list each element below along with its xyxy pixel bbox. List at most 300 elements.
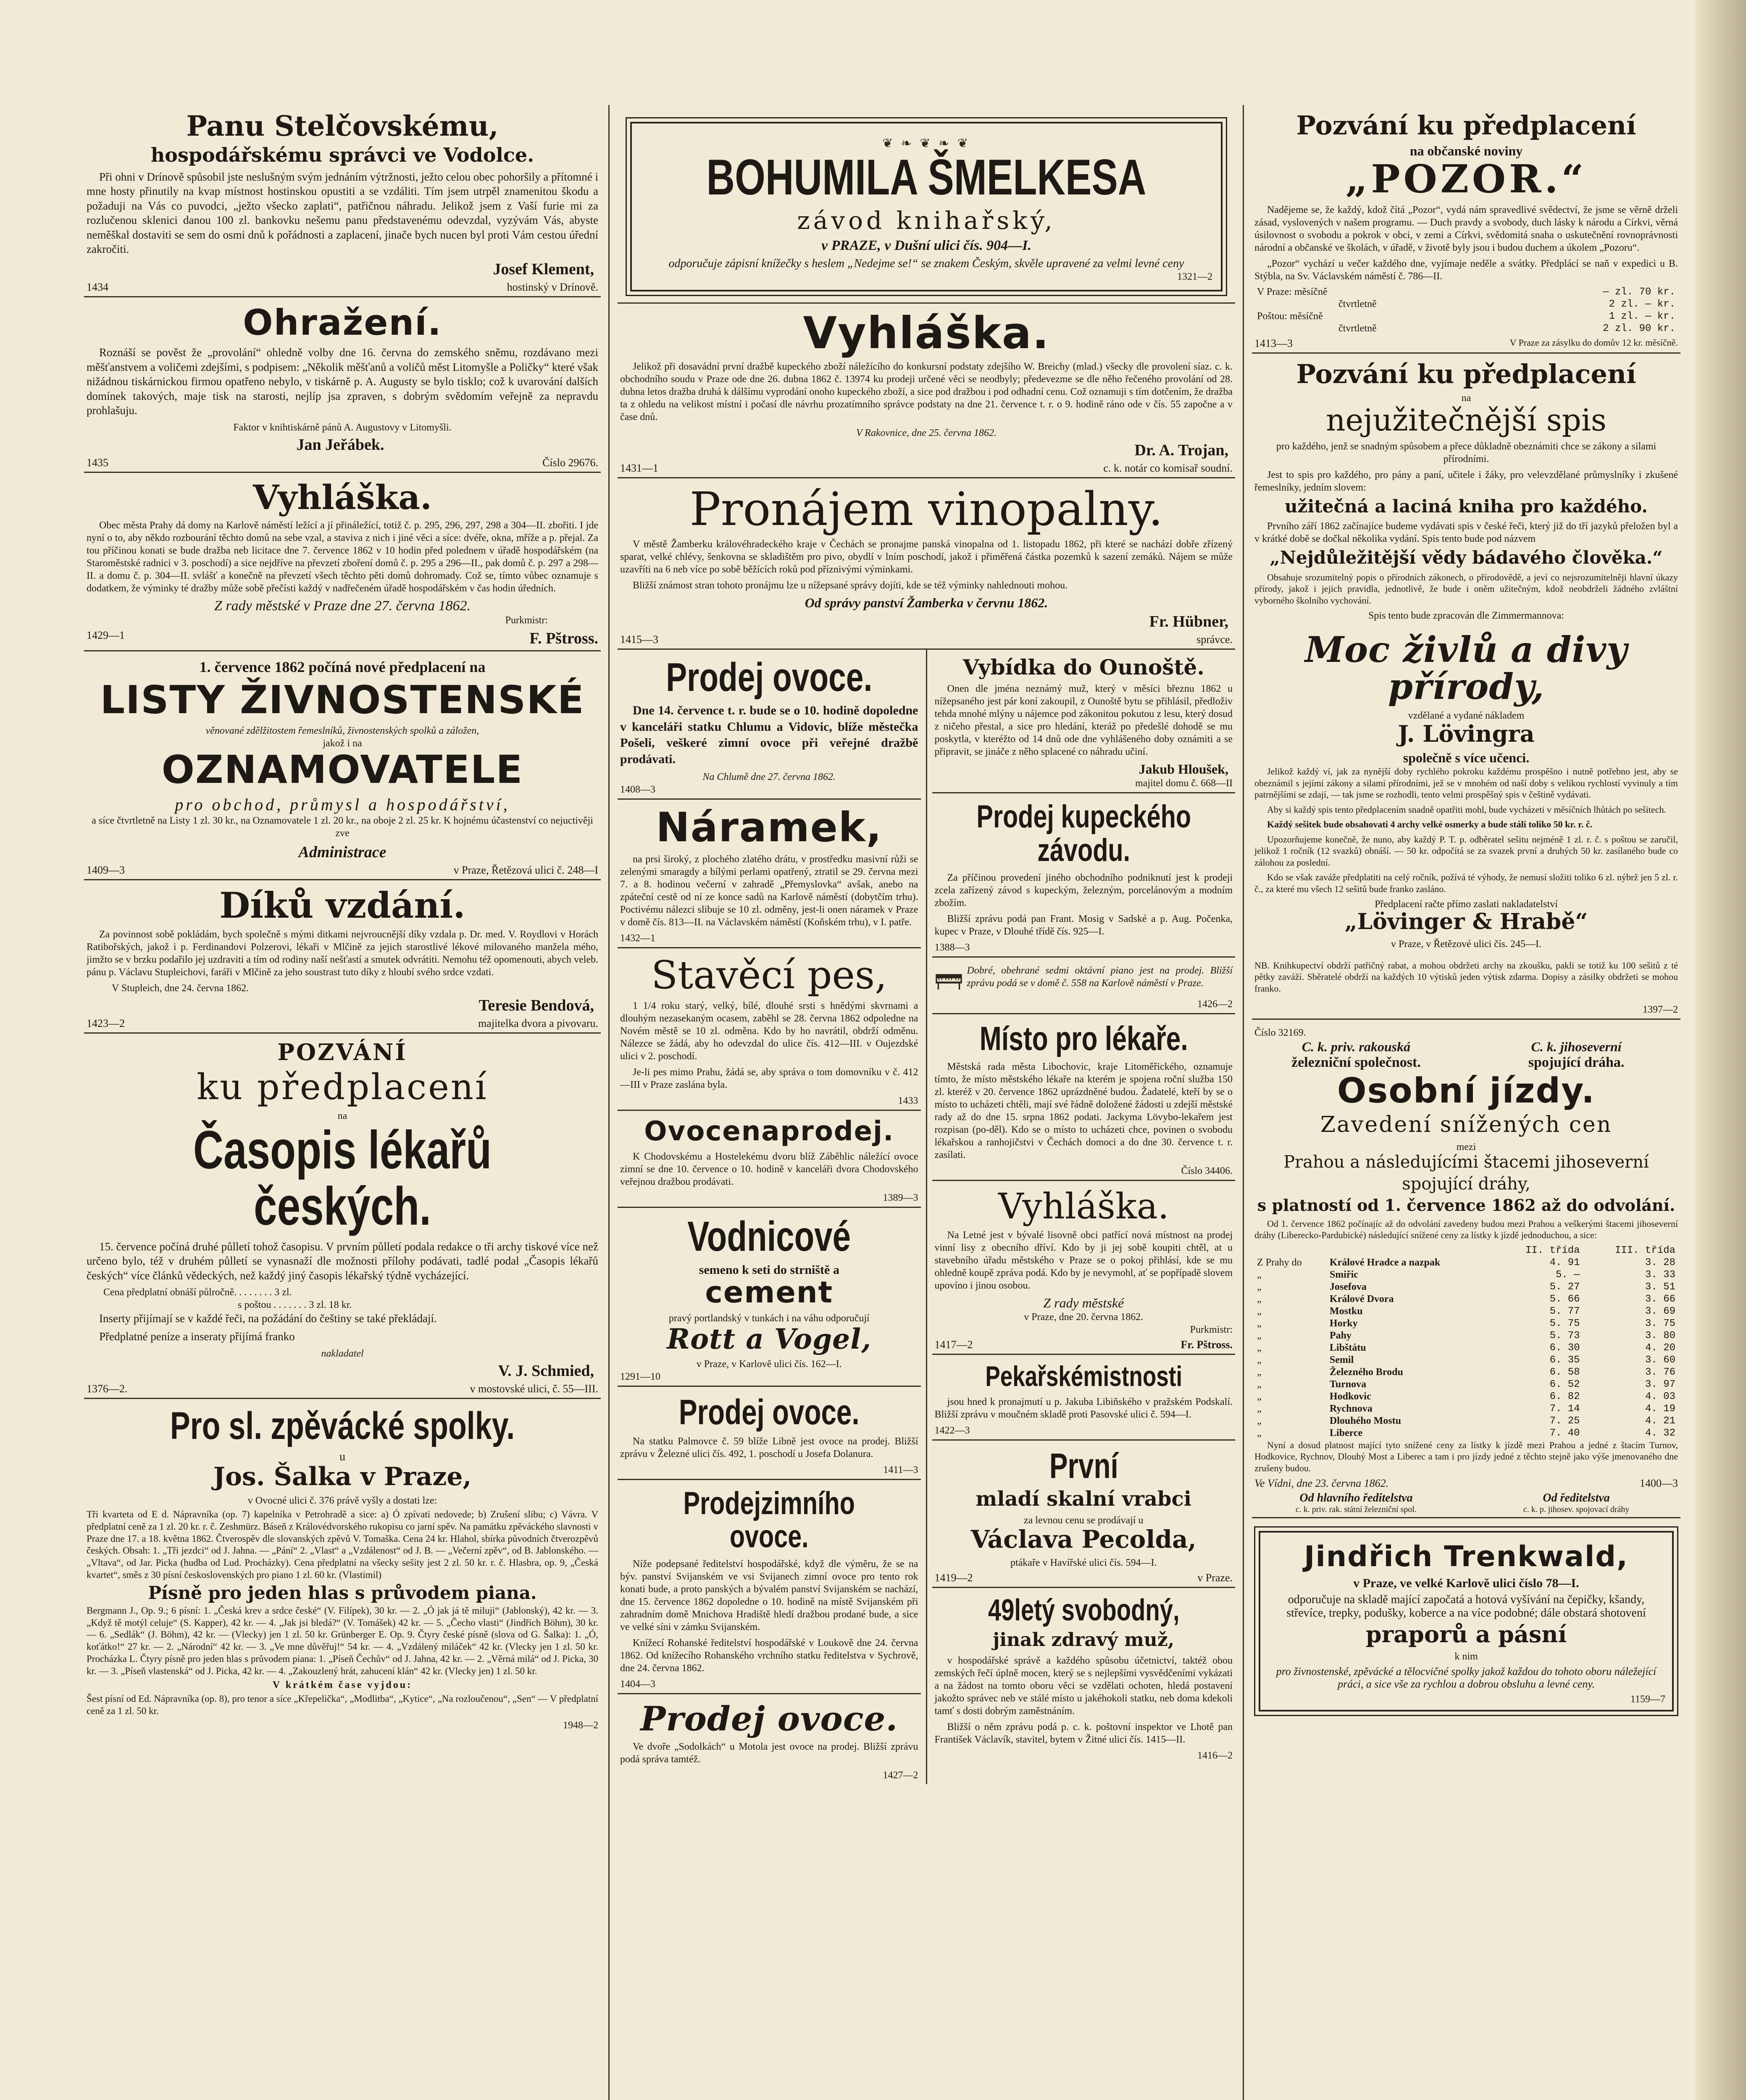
ad-number: 1400—3 bbox=[1640, 1477, 1678, 1490]
ad-text: 15. července počíná druhé půlletí tohož časopisu. V prvním půlletí podala redakce o tři archy tiskové více než určeno bylo, též v druhém půlletí se vynasnaží dle možnosti přílohy podávati, tadlé podal „Časopis lékařů českých“ více článků vědeckých, než každý jiný časopis lékařský týdně vycházející. bbox=[87, 1240, 598, 1282]
ad-place: Z rady městské v Praze dne 27. června 1862. bbox=[214, 598, 471, 614]
subcolumn-left bbox=[618, 650, 921, 1785]
price-value: 2 zl. — kr. bbox=[1609, 298, 1675, 310]
sig-left-2: c. k. priv. rak. státní železniční spol. bbox=[1295, 1505, 1417, 1515]
ad-addr: v PRAZE, v Dušní ulici čís. 904—I. bbox=[821, 237, 1031, 253]
ad-place: Ve Vídni, dne 23. června 1862. bbox=[1254, 1477, 1389, 1490]
ad-title: Vyhláška. bbox=[803, 307, 1050, 359]
ad-addr: v Praze, v Karlově ulici čís. 162—I. bbox=[696, 1359, 842, 1370]
ad-number: 1948—2 bbox=[563, 1719, 598, 1731]
ad-text: Za příčinou provedení jiného obchodního podniknutí jest k prodeji zcela zařízený závod s kupeckým, železným, porcelánovým a modním zbožím. bbox=[934, 872, 1233, 908]
ad-signer: Fr. Pštross. bbox=[1181, 1338, 1233, 1351]
ad-tag: užitečná a laciná kniha pro každého. bbox=[1284, 496, 1648, 517]
ad-sub-2: Prahou a následujícími štacemi jihoseverní bbox=[1283, 1152, 1649, 1172]
ad-name: Jos. Šalka v Praze, bbox=[213, 1462, 472, 1492]
ad-title: Stavěcí pes, bbox=[651, 952, 887, 998]
ad-number: 1413—3 bbox=[1254, 337, 1293, 349]
newspaper-page bbox=[84, 105, 1680, 2100]
ad-place: Na Chlumě dne 27. června 1862. bbox=[702, 771, 836, 782]
ad-prodej-ovoce-3 bbox=[618, 1694, 921, 1784]
ad-line2: semeno k seti do strniště a bbox=[699, 1263, 839, 1277]
fare-to: Smiřic bbox=[1329, 1269, 1358, 1280]
ad-frame bbox=[1259, 1531, 1674, 1712]
fare-header bbox=[1254, 1244, 1678, 1257]
ad-desc: věnované zdělžitostem řemeslníků, živnostenských spolků a záložen, bbox=[205, 725, 479, 737]
fare-row bbox=[1254, 1330, 1678, 1342]
fare-from: „ bbox=[1257, 1305, 1262, 1317]
fare-row bbox=[1254, 1281, 1678, 1293]
price-table bbox=[1254, 286, 1678, 335]
fare-to: Libštátu bbox=[1329, 1342, 1366, 1353]
ad-text: odporučuje na skladě mající započatá a hotová vyšívání na čepičky, kšandy, střevíce, trepky, podušky, koberce a na více podobné; dále obstará shotovení bbox=[1286, 1593, 1646, 1620]
fare-row bbox=[1254, 1293, 1678, 1305]
ad-purk: Purkmistr: bbox=[505, 614, 548, 626]
ad-text: Tři kvarteta od E d. Nápravníka (op. 7) kapelníka v Petrohradě a sice: a) Ó zpívati nedovede; b) Zrušení slibu; c) Vávra. V předplatní ceně za 1 zl. 20 kr. r. č. Zeshmürz. Báseň z Královédvorského rukopisu co jarní spěv. Na památku zpěváckého slavnosti v Praze dne 17. a 18. května 1862. Čtverospěv dle slovanských zpěvů V. Tomaška. Cena 24 kr. Hlahol, sbírka původních čtverozpěvů českých. Obsah: 1. „Tři jezdci“ od J. Jahna. — „Pání“ 2. „Vlast“ a „Vzdálenost“ od J. B. — „Večerní zpěv“, od B. Jablonského. — „Vltava“, od Jar. Picka (hudba od Lud. Procházky). Cena předplatní na všecky sešity jest 2 zl. 50 kr. r. č. Hlasbra, op. 9, „Česká kvartet“, směs z 30 písní československých pro piano 1 zl. 60 kr. (Vlastimil) bbox=[87, 1509, 598, 1580]
ad-addr: v Praze, Řetězová ulici č. 248—I bbox=[453, 864, 598, 876]
ad-title: První bbox=[1049, 1446, 1118, 1486]
sig-right: Od ředitelstva bbox=[1543, 1491, 1610, 1505]
ad-prodej-ovoce bbox=[618, 650, 921, 800]
ad-firm-2: „Lövinger & Hrabě“ bbox=[1344, 909, 1588, 935]
ad-name-2: „Nejdůležitější vědy bádavého člověka.“ bbox=[1270, 547, 1663, 568]
fare-from: „ bbox=[1257, 1318, 1262, 1329]
ad-text: Od 1. července 1862 počínajíc až do odvolání zavedeny budou mezi Prahou a veškerými štacemi jihoseverní dráhy (Liberecko-Pardubické) následující snížené ceny za lístky k jízdě jednoduchou, a sice: bbox=[1254, 1218, 1678, 1241]
fare-to: Králové Dvora bbox=[1329, 1293, 1394, 1305]
ad-number: 1419—2 bbox=[934, 1571, 973, 1584]
ad-subtitle: hospodářskému správci ve Vodolce. bbox=[150, 144, 534, 167]
ad-role: c. k. notár co komisař soudní. bbox=[1103, 462, 1233, 475]
column-rule bbox=[1243, 105, 1244, 2100]
ad-number: 1431—1 bbox=[620, 462, 658, 475]
ad-place: V Stupleich, dne 24. června 1862. bbox=[112, 983, 249, 994]
ad-na: na bbox=[337, 1110, 347, 1122]
ad-vyhlaska-prague bbox=[84, 473, 601, 651]
fare-from: „ bbox=[1257, 1427, 1262, 1438]
ad-text: Městská rada města Libochovic, kraje Litoměřického, oznamuje tímto, že místo městského lékaře na kterém je spojena roční služba 150 zl. kteréž v 20. července 1862 uprázdněné budou. Žadatelé, kteří by se o místo to ucházeti chtěli, mají své řádně doložené žádosti u zdejší městské rady až do dne 15. srpna 1862 podati. Jackyma Lövybo-lekařem jest rozpisan (po-děl). Kdo se o místo to ucházeti chce, povinen o svobodu lékařskou a ranhojičstvi v Čechách domoci a do dne 30. července t. r. zasílati. bbox=[934, 1061, 1233, 1160]
ad-text: Ve dvoře „Sodolkách“ u Motola jest ovoce na prodej. Bližší zprávu podá správa tamtéž. bbox=[620, 1741, 918, 1765]
ad-title: Ohražení. bbox=[243, 302, 442, 343]
fare-row bbox=[1254, 1318, 1678, 1330]
ad-cislo: Číslo 32169. bbox=[1254, 1027, 1306, 1039]
column-middle bbox=[618, 105, 1235, 2100]
ad-k: k nim bbox=[1454, 1651, 1478, 1662]
ad-number: 1427—2 bbox=[883, 1770, 918, 1781]
ad-text: a síce čtvrtletně na Listy 1 zl. 30 kr., na Oznamovatele 1 zl. 20 kr., na oboje 2 zl. 25 kr. K hojnému účastenství co nejuctivěji zve bbox=[92, 815, 593, 839]
fare-from: Z Prahy do bbox=[1257, 1257, 1302, 1268]
fare-row bbox=[1254, 1269, 1678, 1281]
price-label: Poštou: měsíčně bbox=[1257, 310, 1323, 322]
ad-title: Pozvání ku předplacení bbox=[1296, 110, 1636, 141]
ad-title-2: OZNAMOVATELE bbox=[161, 747, 523, 793]
fare-class-3: 3. 66 bbox=[1645, 1293, 1675, 1305]
ad-addr: v Praze, v Řetězové ulici čís. 245—I. bbox=[1391, 938, 1541, 950]
subcolumn-right bbox=[932, 650, 1236, 1785]
ad-name: BOHUMILA ŠMELKESA bbox=[706, 149, 1146, 205]
ad-signer: Fr. Hübner, bbox=[1149, 612, 1228, 630]
fare-to: Králové Hradce a nazpak bbox=[1329, 1257, 1441, 1268]
ad-sub: vzdělané a vydané nákladem bbox=[1408, 710, 1525, 722]
ad-trenkwald bbox=[1252, 1518, 1680, 1718]
ad-text-2: pro živnostenské, zpěvácké a tělocvičné spolky jakož každou do tohoto oboru náležející práci, a sice vše za rychlou a dobrou obsluhu a levné ceny. bbox=[1276, 1665, 1657, 1690]
ad-line2: závod knihařský, bbox=[797, 206, 1056, 235]
ad-smelkes bbox=[618, 105, 1235, 304]
ad-place: v Praze. bbox=[1197, 1571, 1233, 1584]
fare-class-2: 5. 73 bbox=[1549, 1330, 1580, 1341]
ad-pekarske bbox=[932, 1355, 1236, 1441]
ad-text-3: Šest písní od Ed. Nápravníka (op. 8), pro tenor a síce „Křepelička“, „Modlitba“, „Kytice“, „Na rozloučenou“, „Sen“ — V předplatní ceně za 1 zl. 50 kr. bbox=[87, 1693, 598, 1716]
ad-addr: v Ovocné ulici č. 376 právě vyšly a dostati lze: bbox=[247, 1495, 437, 1507]
fare-row bbox=[1254, 1305, 1678, 1318]
price-value: 1 zl. — kr. bbox=[1609, 310, 1675, 322]
ad-nakl: nakladatel bbox=[321, 1348, 364, 1359]
ad-name: Jindřich Trenkwald, bbox=[1304, 1540, 1628, 1574]
ad-title: Pekařskémistnosti bbox=[985, 1360, 1182, 1392]
fare-row bbox=[1254, 1403, 1678, 1415]
column-left bbox=[84, 105, 601, 2100]
sig-right-2: c. k. p. jihosev. spojovací dráhy bbox=[1523, 1505, 1630, 1515]
fare-to: Josefova bbox=[1329, 1281, 1367, 1292]
ad-text-2: „Pozor“ vychází u večer každého dne, vyjímaje neděle a svátky. Předplácí se naň v expedici u B. Stýbla, na Sv. Václavském náměstí č. 786—II. bbox=[1254, 258, 1678, 282]
ad-text: odporučuje zápisní knížečky s heslem „Nedejme se!“ se znakem Českým, skvěle upravené za velmi levné ceny bbox=[668, 257, 1184, 270]
ad-text: Obec města Prahy dá domy na Karlově náměstí ležící a jí přináležící, totiž č. p. 295, 296, 297, 298 a 304—II. zbořiti. I jde nyní o to, aby někdo rozbourání těchto domů na sebe vzal, a staviva z nich i jiné věci a síce: dvéře, okna, mříže a p. přejal. Za tou příčinou konati se bude dražba neb licitace dne 7. července 1862 v 10 hodin před polednem v úřadě hospodářském (na Staroměstské radnici v 3. poschodí) a sice nejdříve na převzetí zboření domů č. p. 295 a 296—II., pak domů č. p. 297 a 298—II. a domu č. p. 304—II. svlášť a konečně na převzetí všech těchto pěti domů dohromady. Což se, tímto vůbec oznamuje s dodatkem, že výminky té dražby může sobě přečísti každý v nadřečeném úřadě hospodářském v čas hodin úředních. bbox=[87, 520, 598, 594]
ad-text: 1 1/4 roku starý, velký, bílé, dlouhé srsti s hnědými skvrnami a dlouhým nezasekaným ocasem, zaběhl se 28. června 1862 odpoledne na Novém městě se 10 zl. odměna. Kdo by ho navrátil, obdrží odměnu. Nálezce se žádá, aby ho odevzdal do ulice čís. 412—III. v Oujezdské ulici v 2. poschodí. bbox=[620, 1000, 918, 1062]
ad-text-2: Bližší o něm zprávu podá p. c. k. poštovní inspektor ve Lhotě pan František Václavík, stavitel, bytem v Žitné ulici čís. 1415—II. bbox=[934, 1721, 1233, 1745]
ad-title: Prodejzimního ovoce. bbox=[683, 1485, 855, 1555]
ad-title: LISTY ŽIVNOSTENSKÉ bbox=[100, 677, 585, 722]
ad-vrabci bbox=[932, 1441, 1236, 1588]
ad-sub: na občanské noviny bbox=[1409, 143, 1523, 159]
ad-prodej-ovoce-2 bbox=[618, 1387, 921, 1480]
ad-text: Dne 14. července t. r. bude se o 10. hodině dopoledne v kanceláři statku Chlumu a Vidovic, blíže městečka Pošeli, veškeré zimní ovoce při veřejné dražbě prodávati. bbox=[620, 704, 918, 766]
fare-class-3: 4. 32 bbox=[1645, 1427, 1675, 1439]
ad-price-2: s poštou . . . . . . . 3 zl. 18 kr. bbox=[238, 1299, 352, 1311]
ad-text-3: Každý sešitek bude obsahovati 4 archy velké osmerky a bude stáli toliko 50 kr. r. č. bbox=[1267, 819, 1593, 830]
ad-text: za levnou cenu se prodávají u bbox=[1023, 1515, 1144, 1526]
ad-naramek bbox=[618, 800, 921, 948]
fare-from: „ bbox=[1257, 1378, 1262, 1390]
fare-class-2: 5. 27 bbox=[1549, 1281, 1580, 1293]
ad-text: pravý portlandský v tunkách i na váhu odporučují bbox=[668, 1313, 870, 1324]
ad-number: 1426—2 bbox=[1197, 998, 1233, 1010]
ad-desc-2: pro obchod, průmysl a hospodářství, bbox=[175, 795, 510, 814]
price-label: V Praze: měsíčně bbox=[1257, 286, 1328, 297]
ad-firm: Rott a Vogel, bbox=[667, 1323, 872, 1356]
fare-class-3: 4. 19 bbox=[1645, 1403, 1675, 1415]
fare-class-2: 7. 40 bbox=[1549, 1427, 1580, 1439]
ad-moc-zivlu bbox=[1252, 625, 1680, 1020]
fare-head: III. třída bbox=[1615, 1244, 1675, 1256]
ad-text-5: Kdo se však zaváže předplatiti na celý ročník, požívá té výhody, že nemusí složiti toliko 6 zl. nýbrž jen 5 zl. r. č., za které mu všech 12 sešitů bude franko zasláno. bbox=[1254, 872, 1678, 894]
ad-text-2: Knížecí Rohanské ředitelství hospodářské v Loukově dne 24. června 1862. Od knížecího Rohanského vrchního statku ředitelstva v Sychrově, dne 24. června 1862. bbox=[620, 1638, 918, 1674]
ad-text: Roznáší se pověst že „provolání“ ohledně volby dne 16. června do zemského sněmu, rozdávano mezi měšťanstvem a voličemi zdejšími, s podpisem: „Několik měšťanů a voličů měst Litomyšle a Poličky“ které však nižádnou tiskárnickou firmou opatřeno nebylo, v tiskárně p. A. Augusty se bylo tisklo; což k uvarování dalších domínek takových, maje tisk na starosti, nejlíp jsa zpraven, s dobrým svědomím veřejně za nepravdu prohlašuju. bbox=[87, 346, 598, 417]
fare-from: „ bbox=[1257, 1403, 1262, 1414]
ad-title: Prodej kupeckého závodu. bbox=[976, 799, 1191, 868]
fare-class-2: 5. 77 bbox=[1549, 1305, 1580, 1317]
ad-frame bbox=[630, 122, 1223, 291]
ad-signer: Jakub Hloušek, bbox=[1139, 761, 1228, 777]
fare-from: „ bbox=[1257, 1366, 1262, 1378]
ad-zpevacke bbox=[84, 1399, 601, 1734]
fare-from: „ bbox=[1257, 1342, 1262, 1353]
price-label: čtvrtletně bbox=[1338, 323, 1377, 334]
ad-text-2: Bergmann J., Op. 9.; 6 písní: 1. „Česká krev a srdce české“ (V. Filípek), 30 kr. — 2. „Ó jak já tě miluji“ (Jablonský), 42 kr. — 3. „Když tě motýl celuje“ (S. Kapper), 42 kr. — 4. „Jak jsi bledá?“ (V. Tomášek) 42 kr. — 5. „Čecho vlasti“ (Jindřich Böhm), 30 kr. — 6. „Sedlák“ (J. Böhm), 42 kr. — (Vlecky) jen 1 zl. 50 kr. Grünberger E. Op. 9. Čtyry české písně (slova od G. Šalka): 1. „Ó, koťátko!“ 27 kr. — 2. „Národní“ 42 kr. — 3. „Ve mne důvěřuj!“ 54 kr. — 4. „Vzdálený miláček“ 42 kr. (Vlecky jen 1 zl. 50 kr. Procházka L. Čtyry písně pro jeden hlas s průvodem piana: 1. „Píseň Čechův“ od J. Jahna, 42 kr. — 2. „Věrná milá“ od J. Picka, 30 kr. — 3. „Píseň vlastenská“ od J. Picka, 42 kr. — 4. „Zakouzlený hrát, zahucení klán“ 42 kr. (Vlecky jen) 1 zl. 50 kr. bbox=[87, 1605, 598, 1676]
fare-to: Hodkovic bbox=[1329, 1391, 1371, 1402]
ad-number: 1389—3 bbox=[883, 1192, 918, 1203]
fare-from: „ bbox=[1257, 1269, 1262, 1280]
ad-text: jsou hned k pronajmutí u p. Jakuba Libiňského v pražském Podskalí. Bližší zprávu v moučném skladě proti Pasovské ulici č. 594—I. bbox=[934, 1396, 1233, 1420]
ad-addr: v mostovské ulici, č. 55—III. bbox=[470, 1382, 598, 1395]
fare-class-3: 3. 80 bbox=[1645, 1330, 1675, 1341]
ad-vybidka bbox=[932, 650, 1236, 794]
fare-class-3: 3. 97 bbox=[1645, 1378, 1675, 1390]
ad-ovocenaprodej bbox=[618, 1111, 921, 1208]
column-rule bbox=[608, 105, 610, 2100]
price-row bbox=[1254, 286, 1678, 298]
ad-listy bbox=[84, 651, 601, 880]
ad-text: Dobré, obehrané sedmi oktávní piano jest na prodej. Bližší zprávu podá se v domě č. 558 na Karlově náměstí v Praze. bbox=[967, 965, 1233, 989]
fare-class-2: 5. 75 bbox=[1549, 1318, 1580, 1329]
fare-row bbox=[1254, 1427, 1678, 1439]
ad-text-2: Aby si každý spis tento předplacením snadně opatřiti mohl, bude vycházeti v měsíčních lhůtách po sešitech. bbox=[1267, 804, 1667, 815]
price-row bbox=[1254, 310, 1678, 323]
ad-mezi: mezi bbox=[1456, 1141, 1476, 1152]
ad-role: majitel domu č. 668—II bbox=[1135, 778, 1233, 789]
fare-head: II. třída bbox=[1525, 1244, 1580, 1256]
ad-number: 1404—3 bbox=[620, 1679, 655, 1690]
ad-title-2: jinak zdravý muž, bbox=[993, 1629, 1175, 1651]
ad-text-3: Předplatné peníze a inseraty přijímá franko bbox=[99, 1330, 295, 1343]
ad-title: 49letý svobodný, bbox=[988, 1593, 1180, 1627]
ad-text: na prsi široký, z plochého zlatého drátu, v prostředku masivní růži se zelenými smaragdy a bílými perlami opatřený, ztratil se 29. června mezi 7. a 8. hodinou večerní v zahradě „Přemyslovka“ avšak, anebo na zpáteční cestě od ní ze konce sadů na Karlově náměstí (dobytčím trhu). Poctivému nálezci slibuje se 10 zl. odměny, jest-li onen náramek v Praze v domě čís. 813—II. na Václavském náměstí (Koňském trhu), v I. patře. bbox=[620, 853, 918, 928]
fare-class-2: 6. 82 bbox=[1549, 1391, 1580, 1402]
fare-row bbox=[1254, 1391, 1678, 1403]
ad-vyhlaska-letna bbox=[932, 1181, 1236, 1355]
ad-title: Pronájem vinopalny. bbox=[689, 482, 1163, 536]
ad-signer: V. J. Schmied, bbox=[498, 1362, 594, 1380]
ad-addr: v Praze, ve velké Karlově ulici číslo 78—I. bbox=[1353, 1576, 1579, 1590]
ad-stelc bbox=[84, 105, 601, 297]
ad-text-6: Předplacení račte přímo zaslati nakladatelství bbox=[1375, 899, 1558, 910]
fare-from: „ bbox=[1257, 1391, 1262, 1402]
ad-number: 1416—2 bbox=[1197, 1750, 1233, 1761]
ad-number: 1433 bbox=[898, 1095, 918, 1107]
ad-pozor bbox=[1252, 105, 1680, 354]
ad-intro: 1. července 1862 počíná nové předplacení na bbox=[199, 658, 486, 675]
ad-line1: POZVÁNÍ bbox=[277, 1039, 408, 1066]
ornament-top: ❦ ❧ ❦ ❧ ❦ bbox=[882, 136, 970, 150]
ad-title: Prodej ovoce. bbox=[640, 1699, 898, 1739]
fare-class-3: 4. 20 bbox=[1645, 1342, 1675, 1354]
ad-number: 1321—2 bbox=[1177, 271, 1212, 282]
ad-text: Jelikož při dosavádní první dražbě kupeckého zboží náležícího do konkursní podstaty zdejšího W. Breichy (mlad.) všecky dle provolení síaz. c. k. obchodního soudu v Praze ode dne 26. dubna 1862 č. 13974 ku prodeji určené věci se neodbyly; předevezme se dle něho řečeného provolání od 28. dubna letos dražba druhá k dálšímu vyprodání onoho kupeckého zboží, a sice pod dražbou i pod odhadní cenu. Což oznamuji s tím dotčením, že dražba ta z ohledu na velikost místní i počasí dle návrhu prozatímního správce podstaty na dne 21. července t. r. o 9. hodině ráno ode v čís. 55 započne a v čase dnů. bbox=[620, 361, 1233, 423]
ad-role: hostinský v Drínově. bbox=[507, 281, 598, 293]
ad-pronajem bbox=[618, 478, 1235, 650]
ad-u: u bbox=[339, 1450, 345, 1464]
fare-class-3: 3. 51 bbox=[1645, 1281, 1675, 1293]
ad-text: Onen dle jména neznámý muž, který v měsíci březnu 1862 u nížepsaného jest pár koní zakoupil, z Ounoště bytu se přihlásil, předloživ tehda mnohé mlýny u nájemce pod zákonitou pokutou z lesu, který dosud z ničeho přestal, a sice pro hledání, kteráž po předešlé dohodě se mu poskytla, v kteréžto od 14 dnů ode dne vyhlášeného doby oznámiti a se připravit, se jináče z něho splacené co náhradu učiní. bbox=[934, 683, 1233, 758]
piano-icon bbox=[935, 964, 963, 998]
ad-signer: Dr. A. Trojan, bbox=[1134, 441, 1228, 459]
ad-svobodny bbox=[932, 1588, 1236, 1764]
ad-text: Na statku Palmovce č. 59 blíže Libně jest ovoce na prodej. Bližší zprávu v Železné ulici čís. 492, 1. poschodí u Josefa Dolanura. bbox=[620, 1436, 918, 1460]
ad-name: Václava Pecolda, bbox=[970, 1525, 1196, 1554]
ad-number: 1411—3 bbox=[883, 1464, 918, 1475]
ad-text-4: Obsahuje srozumitelný popis o přírodních zákonech, o přírodovědě, a jeví co nejsrozumitelněji hlavní úkazy přírody, jakož i jejich pravidla, jednotlivě, že bude i oněm užitečným, kdož neobdrželi žádného zvláštní vyborného školního vychování. bbox=[1254, 572, 1678, 606]
fare-to: Dlouhého Mostu bbox=[1329, 1415, 1401, 1426]
ad-prodej-kupeckeho bbox=[932, 793, 1236, 958]
ad-prodej-zimniho bbox=[618, 1480, 921, 1695]
ad-piano bbox=[932, 958, 1236, 1014]
fare-class-2: 6. 30 bbox=[1549, 1342, 1580, 1354]
ad-number: 1429—1 bbox=[87, 629, 125, 641]
ad-sub-4: s platností od 1. července 1862 až do odvolání. bbox=[1257, 1195, 1675, 1215]
ad-title: Pozvání ku předplacení bbox=[1296, 358, 1636, 389]
ad-cislo: Číslo 34406. bbox=[1181, 1165, 1233, 1176]
ad-number: 1159—7 bbox=[1630, 1694, 1665, 1705]
ad-title: Vyhláška. bbox=[998, 1185, 1169, 1227]
ad-signer: F. Pštross. bbox=[529, 629, 598, 647]
ad-text: pro každého, jenž se snadným spůsobem a přece důkladně obeznámiti chce se zákony a silami přírodními. bbox=[1276, 441, 1657, 465]
ad-number: 1388—3 bbox=[934, 942, 970, 953]
company-left: C. k. priv. rakouská bbox=[1302, 1039, 1411, 1055]
ad-vyhlaska-rakovnik bbox=[618, 304, 1235, 478]
ad-number: 1435 bbox=[87, 456, 108, 469]
ad-addr: ptákaře v Havířské ulici čís. 594—I. bbox=[1010, 1557, 1157, 1568]
ad-place: Od správy panství Žamberka v červnu 1862. bbox=[805, 595, 1048, 610]
fare-table bbox=[1254, 1244, 1678, 1439]
ad-ohrazeni bbox=[84, 297, 601, 473]
fare-from: „ bbox=[1257, 1415, 1262, 1426]
fare-class-2: 6. 52 bbox=[1549, 1378, 1580, 1390]
fare-class-2: 4. 91 bbox=[1549, 1257, 1580, 1268]
ad-title: Díků vzdání. bbox=[219, 884, 465, 926]
fare-from: „ bbox=[1257, 1330, 1262, 1341]
ad-vodnicove bbox=[618, 1208, 921, 1387]
ad-text: Za povinnost sobě pokládám, bych společně s mými ditkami nejvroucnější díky vzdala p. Dr. med. V. Roydlovi v Horách Ratibořských, jakož i p. Ferdinandovi Polzerovi, lékaři v Mlčině za jejich starostlivé lékové milovaného manžela mého, jimžto se v brzku podařilo jej uzdraviti a tím od rodiny naší nešťastí a smutek odvrátiti. Nemohu též opomenouti, abych veleb. pánu p. Václavu Stupleichovi, faráři v Mlčině za jeho soustrast tuto díky z hloubí svého srdce vzdati. bbox=[87, 929, 598, 978]
ad-heading-2: Písně pro jeden hlas s průvodem piana. bbox=[148, 1582, 537, 1603]
fare-row bbox=[1254, 1354, 1678, 1366]
ad-title: Vodnicové bbox=[687, 1213, 851, 1260]
fare-class-2: 5. — bbox=[1555, 1269, 1580, 1281]
fare-to: Rychnova bbox=[1329, 1403, 1373, 1414]
subcolumn-rule bbox=[926, 650, 927, 1785]
fare-class-3: 3. 28 bbox=[1645, 1257, 1675, 1268]
ad-sub: Zavedení snížených cen bbox=[1320, 1112, 1612, 1138]
price-row bbox=[1254, 298, 1678, 310]
fare-to: Železného Brodu bbox=[1329, 1366, 1403, 1378]
ad-signer: Jan Jeřábek. bbox=[296, 436, 384, 454]
ad-note: V Praze za zásylku do domův 12 kr. měsíčně. bbox=[1509, 337, 1678, 348]
ad-text: V městě Žamberku královéhradeckého kraje v Čechách se pronajme panská vinopalna od 1. listopadu 1862, při které se nachází dobře zřízený sparat, velké chlévy, šenkovna se skladištěm pro pivo, obydlí v lním poschodí, jakož i přiměřená částka pozemků k sazení zemáků. Nájem se může uzavříti na 6 neb více po sobě běžících roků pod příznivými výminkami. bbox=[620, 538, 1233, 575]
fare-from: „ bbox=[1257, 1281, 1262, 1292]
fare-row bbox=[1254, 1366, 1678, 1378]
fare-row bbox=[1254, 1415, 1678, 1427]
fare-class-2: 7. 25 bbox=[1549, 1415, 1580, 1427]
ad-number: 1423—2 bbox=[87, 1017, 125, 1030]
ad-title: Ovocenaprodej. bbox=[644, 1116, 894, 1147]
ad-number: 1422—3 bbox=[934, 1425, 970, 1436]
ad-number: 1409—3 bbox=[87, 864, 125, 876]
ad-staveci-pes bbox=[618, 948, 921, 1111]
ad-title: Náramek, bbox=[656, 803, 883, 851]
ad-text-2: Jest to spis pro každého, pro pány a paní, učitele i žáky, pro velevzdělané průmyslníky i zkušené řemeslníky, jedním slovem: bbox=[1254, 470, 1678, 494]
ad-signer: Teresie Bendová, bbox=[479, 997, 594, 1015]
ad-text: Jelikož každý ví, jak za nynější doby rychlého pokroku každému prospěšno i nutně potřebno jest, aby se obeznámil s jejími zákony a silami přírodními, jež se v mnohém od naší doby s velikou rychlostí vyvinuly a tím patrnějšími se zdají, — tak jsme se rozhodli, tento velmi prospěšný spis v češtině vydávati. bbox=[1254, 766, 1678, 800]
fare-class-3: 3. 69 bbox=[1645, 1305, 1675, 1317]
fare-from: „ bbox=[1257, 1354, 1262, 1365]
fare-class-3: 4. 03 bbox=[1645, 1391, 1675, 1402]
ad-text-5: Spis tento bude zpracován dle Zimmermannova: bbox=[1368, 610, 1564, 622]
ad-text-2: Je-li pes mimo Prahu, žádá se, aby správa o tom domovníku v č. 412—III v Praze zaslána byla. bbox=[620, 1067, 918, 1091]
price-value: 2 zl. 90 kr. bbox=[1603, 323, 1675, 334]
company-left-2: železniční společnost. bbox=[1291, 1055, 1421, 1071]
fare-row bbox=[1254, 1257, 1678, 1269]
ad-sub-3: spojující dráhy, bbox=[1402, 1174, 1530, 1194]
ad-companies bbox=[1254, 1039, 1678, 1071]
ad-title: Místo pro lékaře. bbox=[979, 1019, 1188, 1057]
fare-to: Turnova bbox=[1329, 1378, 1367, 1390]
fare-to: Pahy bbox=[1329, 1330, 1352, 1341]
ad-nb: NB. Knihkupectví obdrží patřičný rabat, a mohou obdržeti archy na zkoušku, pakli se totiž ku 100 sešitů z té pětky zaváží. Sběratelé obdrží na každých 10 výtisků jeden výtisk zdarma. Dopisy a zásilky obdržeti se mohou franko. bbox=[1254, 960, 1678, 994]
ad-text-2: Nyní a dosud platnost mající tyto snížené ceny za lístky k jízdě mezi Prahou a jedné z štacím Turnov, Hodkovice, Rychnov, Dlouhý Most a Liberec a tam i pro jízdy jedné z těchto stejně jako výše jmenovaného dne zrušeny budou. bbox=[1254, 1439, 1678, 1473]
price-value: — zl. 70 kr. bbox=[1603, 286, 1675, 298]
fare-row bbox=[1254, 1378, 1678, 1391]
ad-role: majitelka dvora a pivovaru. bbox=[478, 1017, 598, 1030]
ad-text-4: Upozorňujeme konečně, že nuno, aby každý P. T. p. odběratel sešitu nejméně 1 zl. r. č. s poštou se zaručil, jelikož 1 ročník (12 svazků) obnáší. — 50 kr. odpočítá se za svazek první a druhých 50 kr. zasílaného bude co zálohou za poslední. bbox=[1254, 834, 1678, 868]
ad-text: Níže podepsané ředitelství hospodářské, když dle výměru, že se na býv. panství Svijanském ve vsi Svijanech zimní ovoce pro tento rok konati bude, a proto panských a bývalém panství Svijanském se nachází, dne 15. července 1862 dopoledne o 10. hodině na místě Svijanském při zahradním domě Mnichova Hradiště hledí dražbou prodané bude, a sice ve velké síni v zámku Svijanském. bbox=[620, 1559, 918, 1633]
ad-na: na bbox=[1461, 392, 1471, 404]
ad-number: 1434 bbox=[87, 281, 108, 293]
ad-text-2: Bližší známost stran tohoto pronájmu lze u nížepsané správy dojíti, kde se též výminky nahlednouti mohou. bbox=[633, 580, 1068, 591]
fare-row bbox=[1254, 1342, 1678, 1354]
ad-number: 1432—1 bbox=[620, 932, 655, 944]
ad-signer: Josef Klement, bbox=[493, 260, 594, 278]
ad-text: K Chodovskému a Hostelekému dvoru blíž Záběhlic náležící ovoce zimní se dne 10. července o 10. hodině v kanceláři dvora Chodovského veřejnou dražbou prodávati. bbox=[620, 1151, 918, 1187]
ad-number: 1417—2 bbox=[934, 1338, 973, 1351]
ad-text-2: Bližší zprávu podá pan Frant. Mosig v Sadské a p. Aug. Počenka, kupec v Praze, v Dlouhé třídě čís. 925—I. bbox=[934, 913, 1233, 937]
page-edge bbox=[1696, 0, 1746, 2100]
fare-class-3: 3. 75 bbox=[1645, 1318, 1675, 1329]
ad-signer: Administrace bbox=[298, 843, 387, 861]
ad-text: v hospodářské správě a každého spůsobu účetnictví, taktéž obou zemských řečí úplně mocen, který se s nejlepšími vysvědčeními vykázati a na žádost na tomto oboru věci se vzdělati ochoten, hledá postavení jakožto správec neb ve stálé místo u jakéhokoli statku, neb doma kdekoli tamť s dosti dobrým zaměstnáním. bbox=[934, 1655, 1233, 1717]
ad-number: 1415—3 bbox=[620, 633, 658, 646]
ad-misto-lekare bbox=[932, 1014, 1236, 1181]
ad-name-2: praporů a pásní bbox=[1365, 1620, 1567, 1648]
ad-price: Cena předplatní obnáší půlročně. . . . . . . . 3 zl. bbox=[103, 1287, 292, 1298]
ad-cislo: Číslo 29676. bbox=[542, 456, 598, 469]
ad-title: Osobní jízdy. bbox=[1337, 1071, 1596, 1111]
fare-class-2: 6. 58 bbox=[1549, 1366, 1580, 1378]
ad-name: nejužitečnější spis bbox=[1326, 402, 1607, 438]
price-label: čtvrtletně bbox=[1338, 298, 1377, 310]
ad-sub-2: společně s více učenci. bbox=[1403, 750, 1530, 766]
fare-to: Horky bbox=[1329, 1318, 1358, 1329]
ad-text-3: Prvního září 1862 začínajíce budeme vydávati spis v české řeči, který již do tří jazyků přeložen byl a v krátké době se dočkal několika vydání. Spis tento bude pod názvem bbox=[1254, 521, 1678, 545]
ad-number: 1397—2 bbox=[1643, 1004, 1678, 1016]
ad-osobni-jizdy bbox=[1252, 1020, 1680, 1518]
ad-diku bbox=[84, 880, 601, 1034]
ad-title: Moc živlů a divy přírody, bbox=[1305, 629, 1628, 708]
price-row bbox=[1254, 323, 1678, 335]
ad-title: Pro sl. zpěvácké spolky. bbox=[170, 1404, 515, 1447]
fare-to: Semil bbox=[1329, 1354, 1354, 1365]
ad-title: Panu Stelčovskému, bbox=[186, 110, 499, 142]
fare-class-2: 5. 66 bbox=[1549, 1293, 1580, 1305]
sig-left: Od hlavního ředitelstva bbox=[1299, 1491, 1413, 1505]
ad-text-2: Inserty přijímají se v každé řeči, na požádání do češtiny se také překládají. bbox=[99, 1312, 437, 1325]
fare-class-3: 3. 60 bbox=[1645, 1354, 1675, 1366]
fare-class-2: 6. 35 bbox=[1549, 1354, 1580, 1366]
